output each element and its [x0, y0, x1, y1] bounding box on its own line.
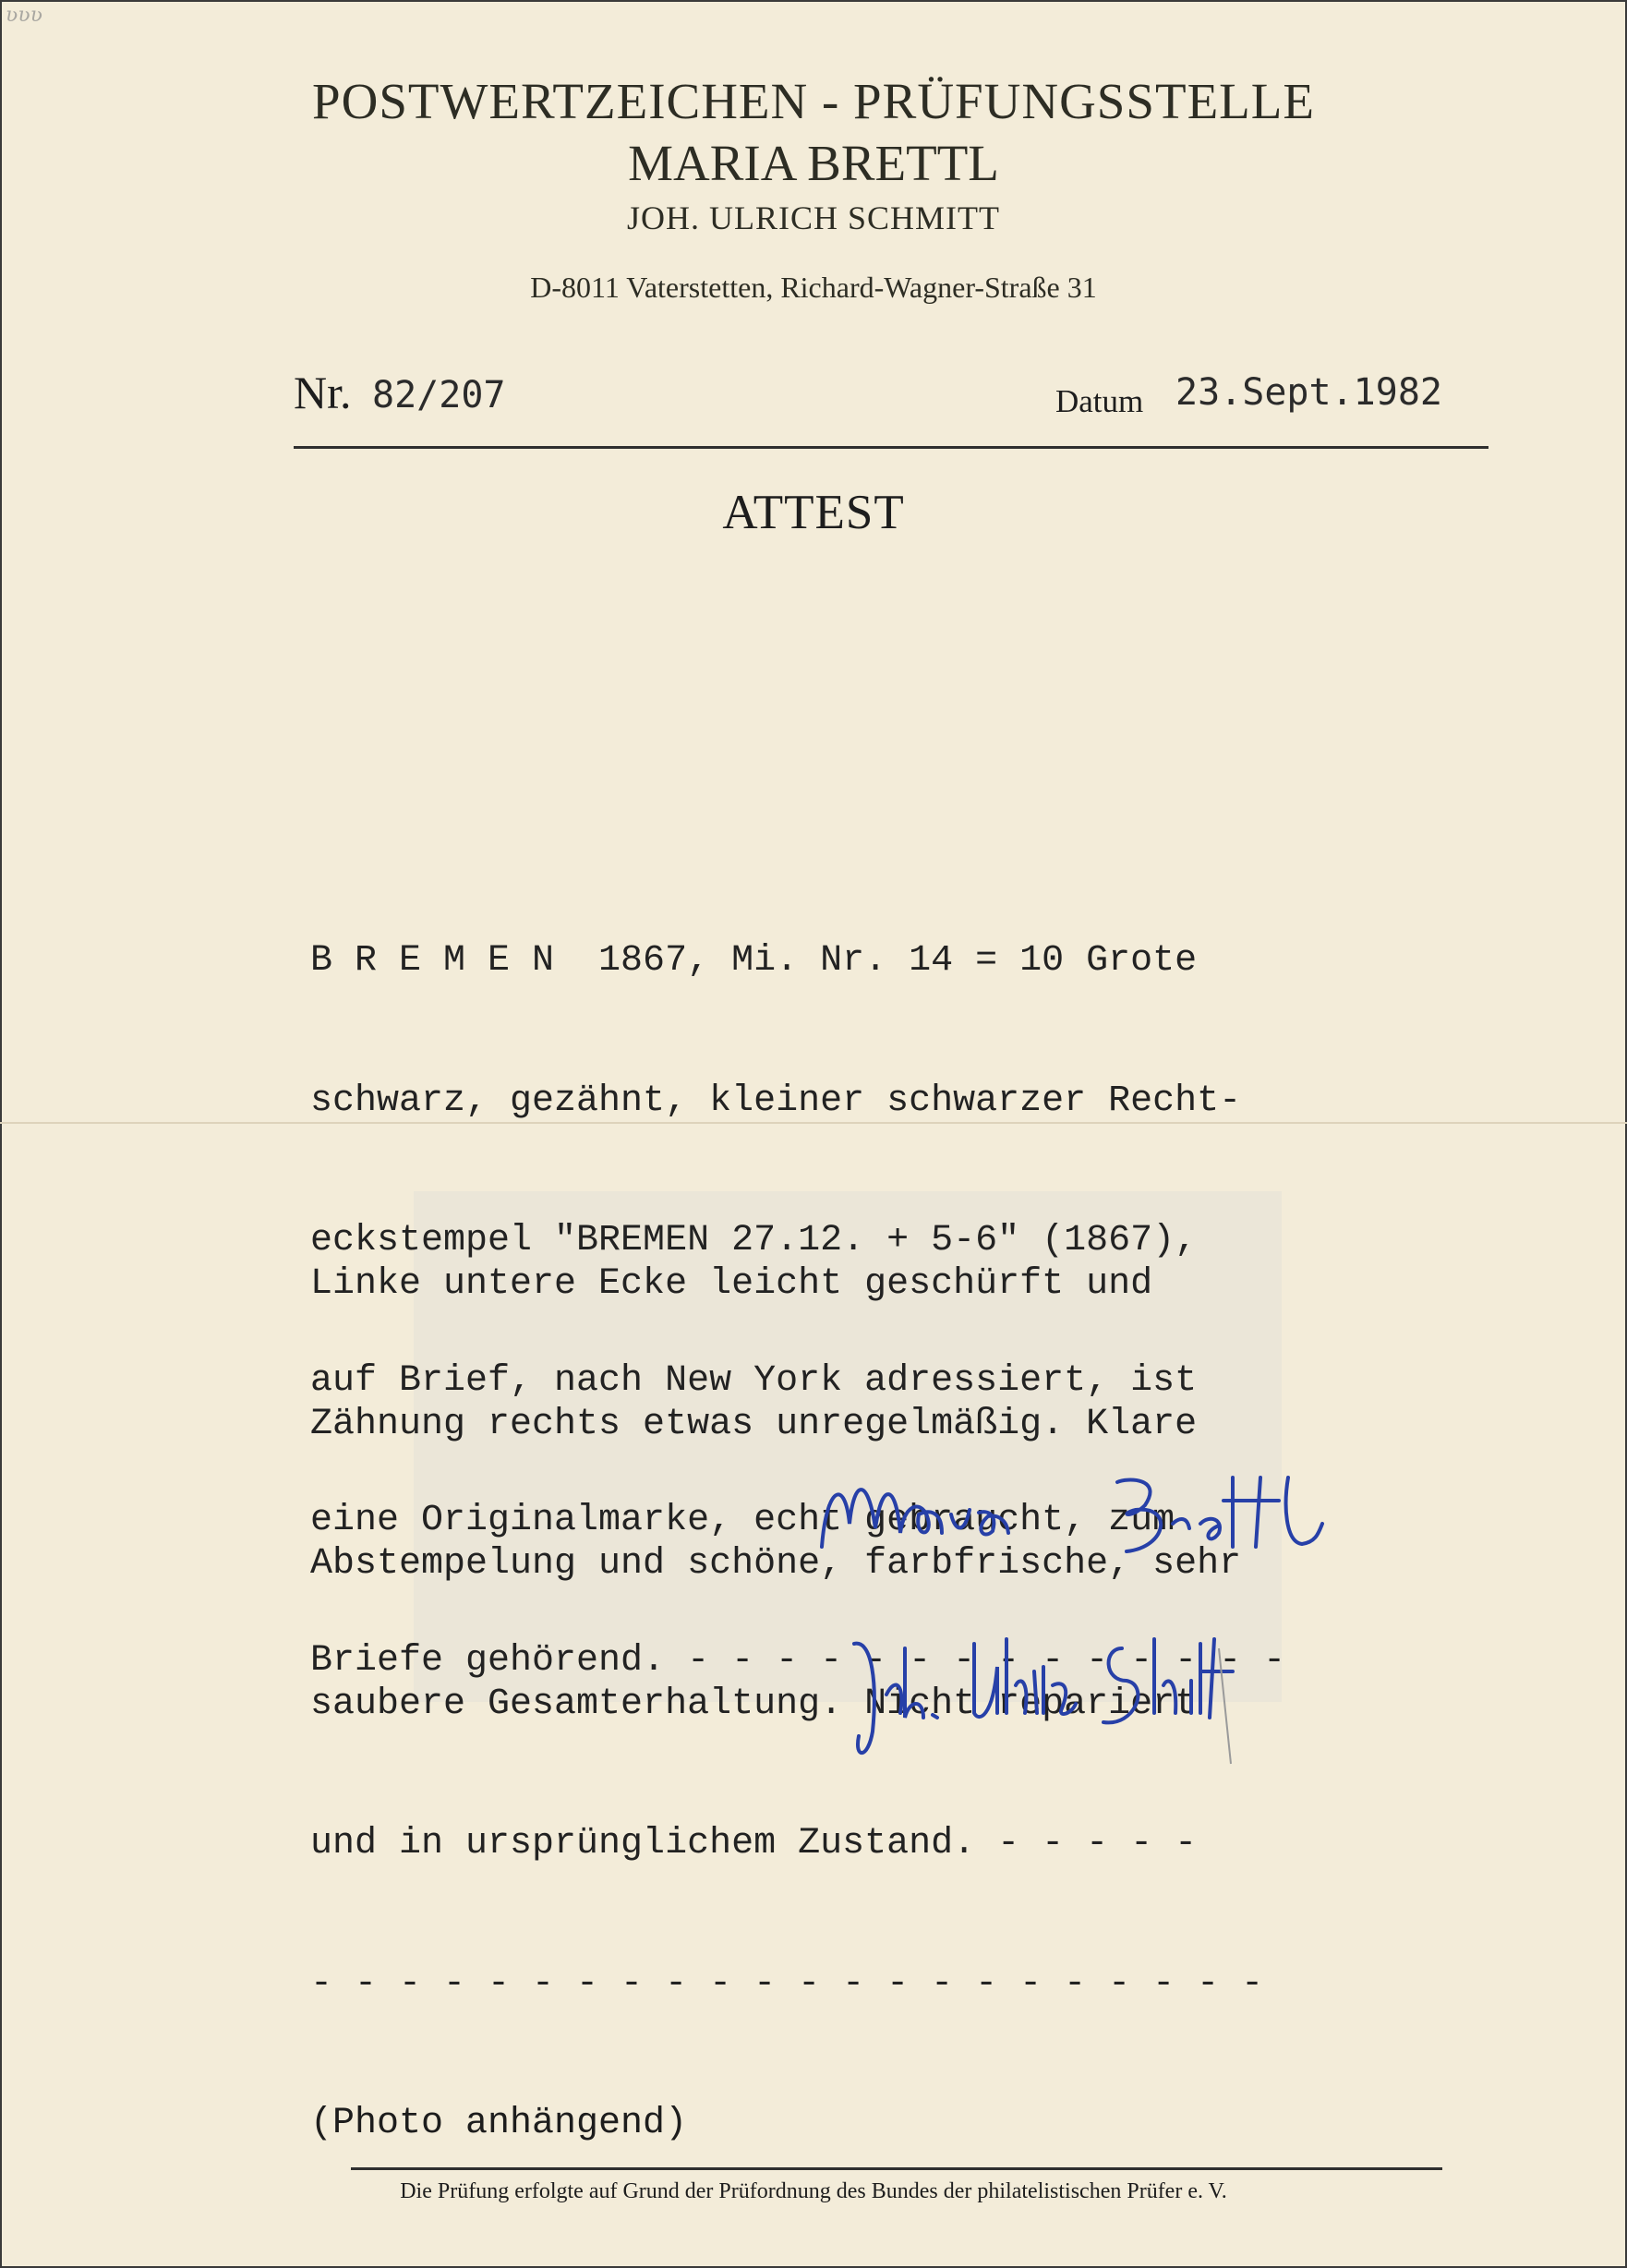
text-line: - - - - - - - - - - - - - - - - - - - - - - [310, 1962, 1264, 2005]
date-label: Datum [1055, 383, 1144, 419]
text-line: Briefe gehörend. - - - - - - - - - - - - - - [310, 1639, 1286, 1682]
text-line: auf Brief, nach New York adressiert, ist [310, 1359, 1198, 1402]
text-line: Linke untere Ecke leicht geschürft und [310, 1263, 1153, 1305]
certificate-number: 82/207 [372, 374, 506, 416]
text-line: und in ursprünglichem Zustand. - - - - - [310, 1823, 1198, 1864]
text-line: Zähnung rechts etwas unregelmäßig. Klare [310, 1403, 1198, 1445]
text-line: Abstempelung und schöne, farbfrische, sehr [310, 1543, 1242, 1585]
address: D-8011 Vaterstetten, Richard-Wagner-Straße 31 [530, 271, 1097, 304]
text-line: eckstempel "BREMEN 27.12. + 5-6" (1867), [310, 1220, 1198, 1261]
number-label: Nr. [294, 367, 352, 418]
certificate-date: 23.Sept.1982 [1175, 371, 1442, 414]
footer-text: Die Prüfung erfolgte auf Grund der Prüfordnung des Bundes der philatelistischen Prüfer e. V. [400, 2179, 1227, 2203]
signature-ulrich-schmitt [836, 1630, 1297, 1768]
institution-name: POSTWERTZEICHEN - PRÜFUNGSSTELLE [312, 73, 1315, 129]
signature-maria-brettl [813, 1459, 1367, 1579]
footer-divider [351, 2167, 1442, 2170]
text-line: B R E M E N 1867, Mi. Nr. 14 = 10 Grote [310, 940, 1198, 982]
text-line: saubere Gesamterhaltung. Nicht repariert [310, 1683, 1198, 1725]
co-examiner-name: JOH. ULRICH SCHMITT [626, 199, 1000, 236]
document-title: ATTEST [722, 486, 905, 539]
text-line: schwarz, gezähnt, kleiner schwarzer Recht- [310, 1080, 1242, 1122]
photo-attached-note: (Photo anhängend) [310, 2103, 688, 2144]
text-line: eine Originalmarke, echt gebraucht, zum [310, 1500, 1175, 1541]
examiner-name: MARIA BRETTL [628, 135, 999, 191]
header-divider [294, 446, 1488, 449]
condition-paragraph [310, 1168, 1263, 2055]
pencil-mark: ʋʋʋ [6, 4, 43, 27]
